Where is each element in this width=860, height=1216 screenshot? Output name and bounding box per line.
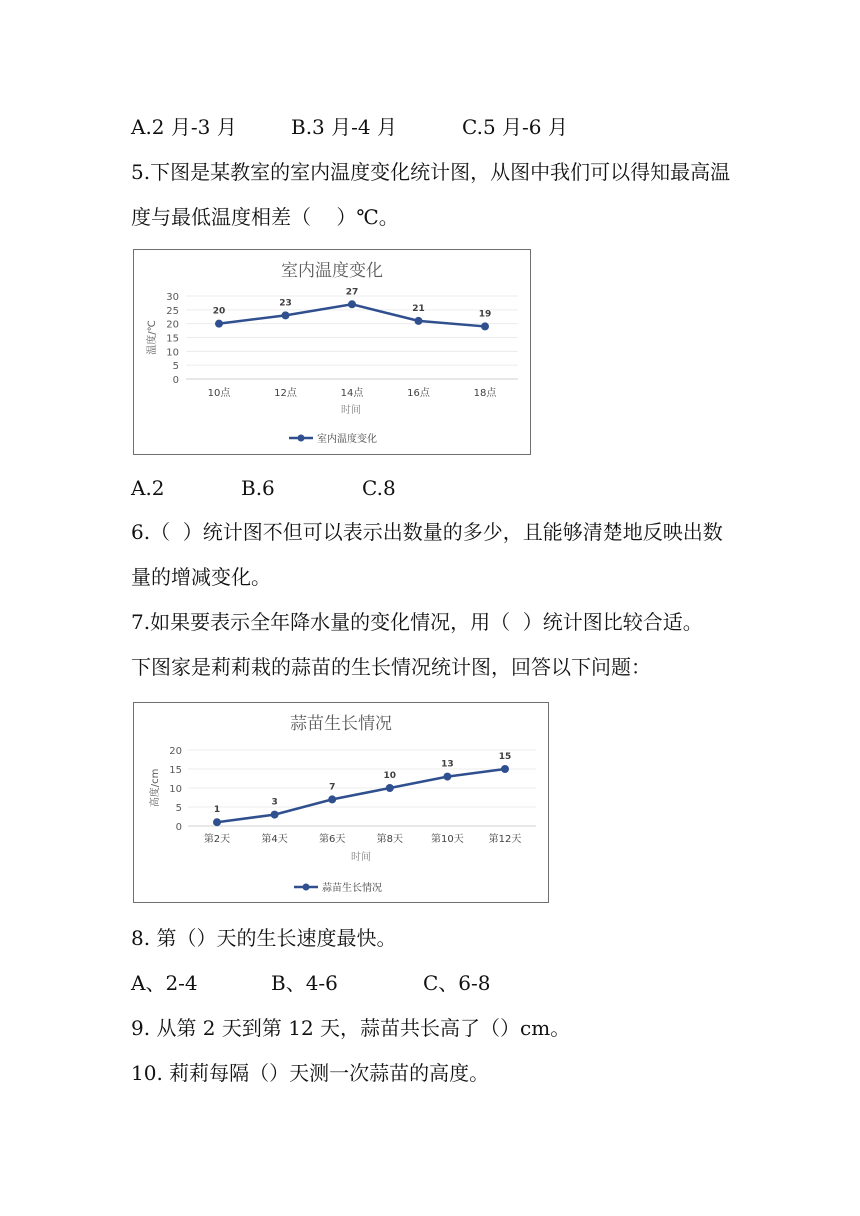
growth-chart-x-tick-label: 第4天 bbox=[261, 834, 288, 845]
q7-text: 7.如果要表示全年降水量的变化情况，用（ ）统计图比较合适。 bbox=[131, 610, 703, 634]
temp-chart-data-label: 27 bbox=[345, 287, 359, 298]
growth-chart-x-tick-label: 第12天 bbox=[488, 834, 522, 845]
temp-chart-y-tick-label: 25 bbox=[166, 305, 179, 317]
temp-chart-legend-label: 室内温度变化 bbox=[317, 434, 377, 445]
temp-chart-x-axis-label: 时间 bbox=[341, 405, 361, 416]
temp-chart-y-axis-label: 温度/℃ bbox=[147, 320, 158, 355]
growth-chart-data-point bbox=[443, 773, 451, 781]
q5-text-line2: 度与最低温度相差（ ）℃。 bbox=[131, 205, 399, 229]
growth-chart-x-tick-label: 第8天 bbox=[376, 834, 403, 845]
q6-text-line1: 6.（ ）统计图不但可以表示出数量的多少，且能够清楚地反映出数 bbox=[131, 520, 723, 544]
temp-chart-legend-marker bbox=[298, 435, 305, 442]
temp-chart-data-label: 20 bbox=[212, 306, 226, 317]
temp-chart-data-point bbox=[348, 300, 356, 308]
temp-chart-x-tick-label: 16点 bbox=[407, 388, 430, 399]
temp-chart-data-point bbox=[282, 311, 290, 319]
temp-chart-data-label: 23 bbox=[279, 298, 292, 309]
temperature-chart-svg bbox=[134, 250, 530, 454]
temp-chart-x-tick-label: 18点 bbox=[473, 388, 497, 399]
intro-text: 下图家是莉莉栽的蒜苗的生长情况统计图，回答以下问题： bbox=[131, 655, 651, 679]
q9-text: 9. 从第 2 天到第 12 天，蒜苗共长高了（）cm。 bbox=[131, 1016, 571, 1040]
q5-text-line1: 5.下图是某教室的室内温度变化统计图，从图中我们可以得知最高温 bbox=[131, 160, 731, 184]
growth-chart-data-label: 13 bbox=[441, 759, 454, 770]
growth-chart-legend-label: 蒜苗生长情况 bbox=[322, 883, 382, 894]
q8-option-c: C、6-8 bbox=[423, 971, 491, 995]
q5-option-b: B.6 bbox=[241, 476, 275, 500]
growth-chart-y-tick-label: 20 bbox=[169, 746, 182, 757]
growth-chart-data-point bbox=[328, 795, 336, 803]
growth-chart-data-point bbox=[271, 811, 279, 819]
q5-option-a: A.2 bbox=[131, 476, 165, 500]
temp-chart-data-point bbox=[481, 322, 489, 330]
temp-chart-x-tick-label: 12点 bbox=[274, 388, 297, 399]
garlic-growth-chart-svg bbox=[134, 703, 548, 902]
temp-chart-y-tick-label: 0 bbox=[172, 375, 179, 386]
q8-text: 8. 第（）天的生长速度最快。 bbox=[131, 926, 397, 950]
temp-chart-y-tick-label: 20 bbox=[166, 319, 179, 331]
q8-option-a: A、2-4 bbox=[131, 971, 198, 995]
growth-chart-data-label: 7 bbox=[329, 782, 336, 793]
growth-chart-data-point bbox=[213, 818, 221, 826]
q10-text: 10. 莉莉每隔（）天测一次蒜苗的高度。 bbox=[131, 1061, 490, 1085]
growth-chart-data-label: 3 bbox=[271, 797, 278, 808]
growth-chart-y-axis-label: 高度/cm bbox=[150, 768, 161, 808]
q4-option-b: B.3 月-4 月 bbox=[291, 115, 397, 139]
temperature-chart bbox=[133, 249, 531, 455]
temp-chart-x-tick-label: 10点 bbox=[207, 388, 231, 399]
growth-chart-x-tick-label: 第10天 bbox=[431, 834, 464, 845]
temp-chart-y-tick-label: 10 bbox=[166, 347, 179, 359]
growth-chart-data-point bbox=[386, 784, 394, 792]
growth-chart-y-tick-label: 0 bbox=[175, 822, 182, 833]
garlic-growth-chart bbox=[133, 702, 549, 903]
temp-chart-data-label: 21 bbox=[412, 303, 425, 314]
growth-chart-x-tick-label: 第2天 bbox=[203, 834, 231, 845]
q8-option-b: B、4-6 bbox=[271, 971, 338, 995]
growth-chart-y-tick-label: 5 bbox=[175, 803, 182, 814]
q4-option-a: A.2 月-3 月 bbox=[131, 115, 237, 139]
temp-chart-data-label: 19 bbox=[478, 309, 492, 320]
temp-chart-title: 室内温度变化 bbox=[281, 261, 383, 281]
temp-chart-x-tick-label: 14点 bbox=[340, 388, 364, 399]
temp-chart-data-point bbox=[215, 320, 223, 328]
temp-chart-y-tick-label: 5 bbox=[172, 361, 179, 373]
q6-text-line2: 量的增减变化。 bbox=[131, 565, 271, 589]
growth-chart-legend-marker bbox=[303, 884, 310, 891]
growth-chart-x-tick-label: 第6天 bbox=[319, 834, 346, 845]
growth-chart-data-label: 1 bbox=[213, 805, 221, 816]
growth-chart-series-line bbox=[217, 769, 505, 822]
growth-chart-y-tick-label: 10 bbox=[169, 784, 182, 795]
growth-chart-x-axis-label: 时间 bbox=[351, 852, 371, 863]
growth-chart-title: 蒜苗生长情况 bbox=[290, 714, 392, 734]
temp-chart-y-tick-label: 15 bbox=[166, 333, 179, 345]
q4-option-c: C.5 月-6 月 bbox=[462, 115, 568, 139]
growth-chart-data-label: 10 bbox=[383, 771, 397, 781]
temp-chart-y-tick-label: 30 bbox=[166, 292, 179, 303]
growth-chart-data-label: 15 bbox=[498, 752, 512, 762]
temp-chart-data-point bbox=[415, 317, 423, 325]
growth-chart-y-tick-label: 15 bbox=[169, 765, 182, 776]
growth-chart-data-point bbox=[501, 765, 509, 773]
q5-option-c: C.8 bbox=[362, 476, 396, 500]
